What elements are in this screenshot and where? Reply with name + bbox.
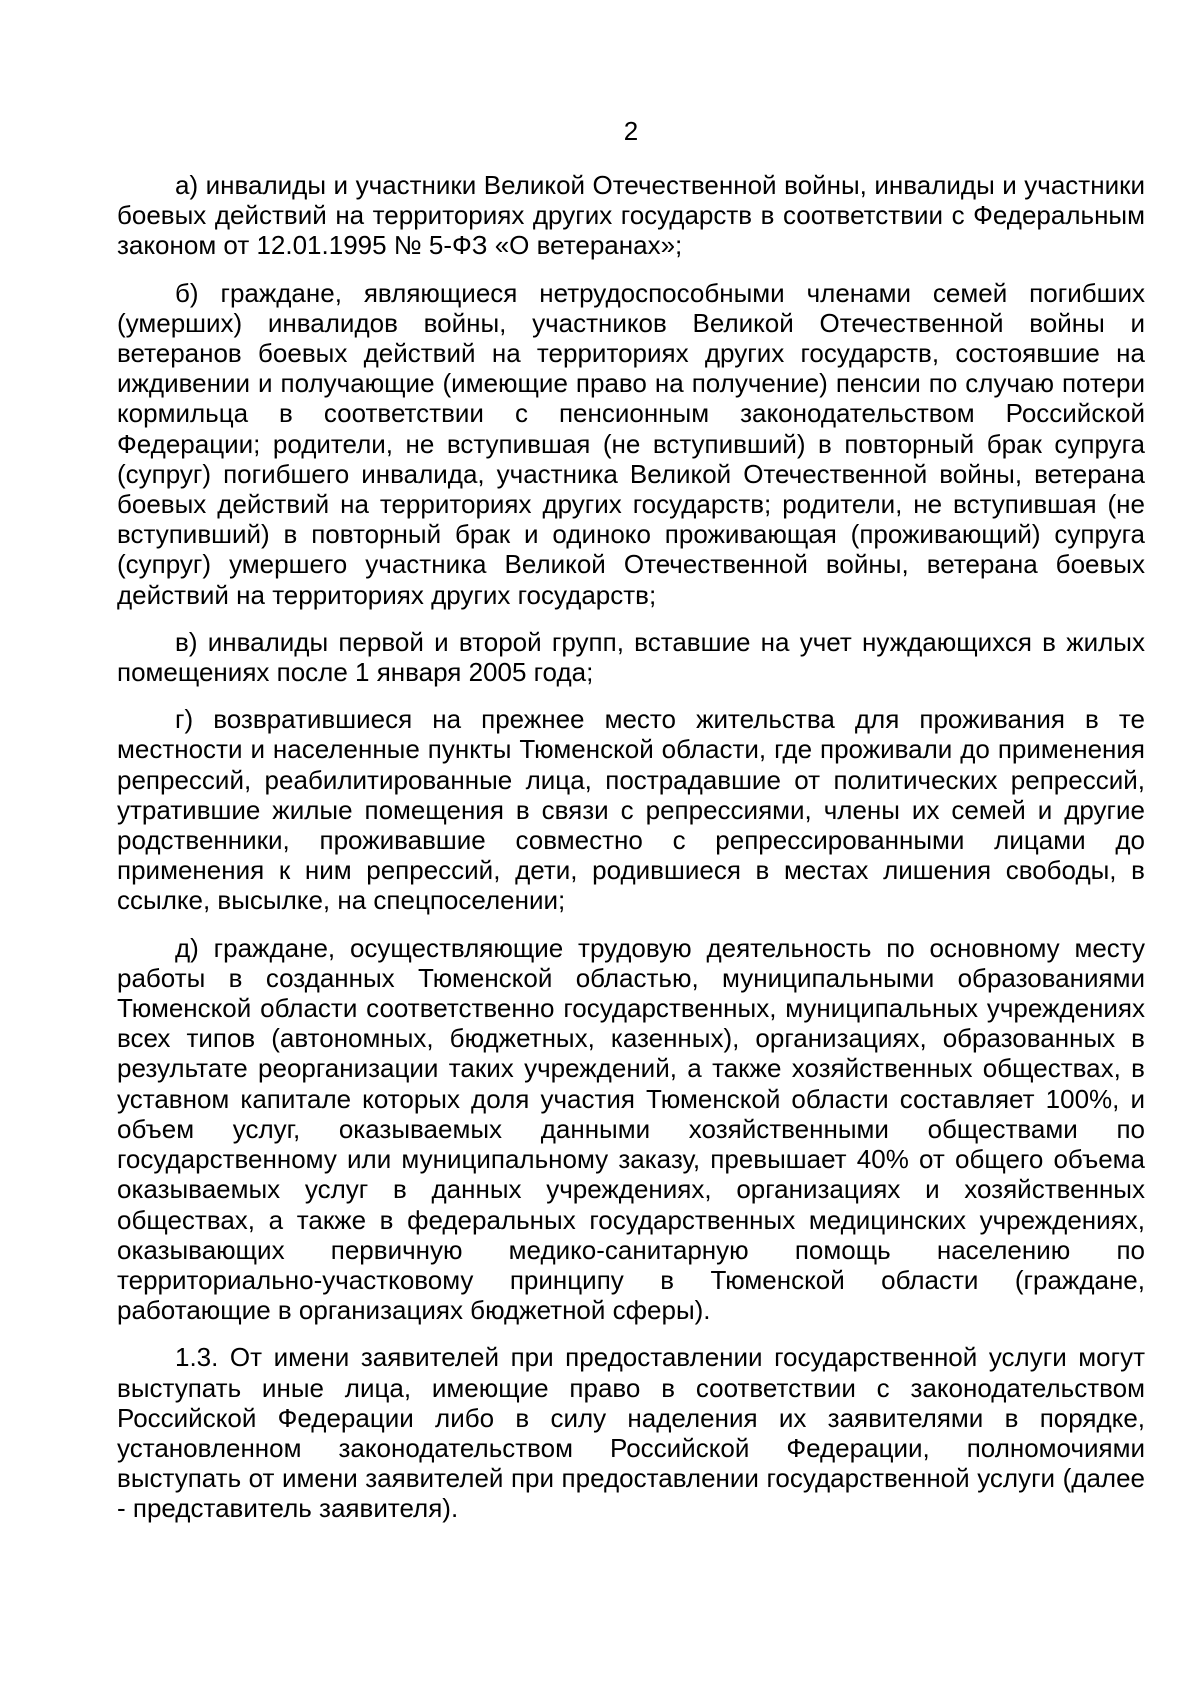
paragraph-b: б) граждане, являющиеся нетрудоспособными членами семей погибших (умерших) инвалидов войны, участников Великой Отечественной войны и ветеранов боевых действий на территориях других государств, состоявшие на иждивении и получающие (имеющие право на получение) пенсии по случаю потери кормильца в соответствии с пенсионным законодательством Российской Федерации; родители, не вступившая (не вступивший) в повторный брак супруга (супруг) погибшего инвалида, участника Великой Отечественной войны, ветерана боевых действий на территориях других государств; родители, не вступившая (не вступивший) в повторный брак и одиноко проживающая (проживающий) супруга (супруг) умершего участника Великой Отечественной войны, ветерана боевых действий на территориях других государств; [117,277,1145,610]
paragraph-d: д) граждане, осуществляющие трудовую деятельность по основному месту работы в созданных Тюменской областью, муниципальными образованиями Тюменской области соответственно государственных, муниципальных учреждениях всех типов (автономных, бюджетных, казенных), организациях, образованных в результате реорганизации таких учреждений, а также хозяйственных обществах, в уставном капитале которых доля участия Тюменской области составляет 100%, и объем услуг, оказываемых данными хозяйственными обществами по государственному или муниципальному заказу, превышает 40% от общего объема оказываемых услуг в данных учреждениях, организациях и хозяйственных обществах, а также в федеральных государственных медицинских учреждениях, оказывающих первичную медико-санитарную помощь населению по территориально-участковому принципу в Тюменской области (граждане, работающие в организациях бюджетной сферы). [117,932,1145,1326]
page-number: 2 [623,116,639,146]
document-body [117,170,1145,1541]
paragraph-g: г) возвратившиеся на прежнее место жительства для проживания в те местности и населенные пункты Тюменской области, где проживали до применения репрессий, реабилитированные лица, пострадавшие от политических репрессий, утратившие жилые помещения в связи с репрессиями, члены их семей и другие родственники, проживавшие совместно с репрессированными лицами до применения к ним репрессий, дети, родившиеся в местах лишения свободы, в ссылке, высылке, на спецпоселении; [117,704,1145,916]
paragraph-v: в) инвалиды первой и второй групп, вставшие на учет нуждающихся в жилых помещениях после 1 января 2005 года; [117,626,1145,688]
paragraph-1-3: 1.3. От имени заявителей при предоставлении государственной услуги могут выступать иные лица, имеющие право в соответствии с законодательством Российской Федерации либо в силу наделения их заявителями в порядке, установленном законодательством Российской Федерации, полномочиями выступать от имени заявителей при предоставлении государственной услуги (далее - представитель заявителя). [117,1342,1145,1524]
paragraph-a: а) инвалиды и участники Великой Отечественной войны, инвалиды и участники боевых действий на территориях других государств в соответствии с Федеральным законом от 12.01.1995 № 5-ФЗ «О ветеранах»; [117,170,1145,261]
